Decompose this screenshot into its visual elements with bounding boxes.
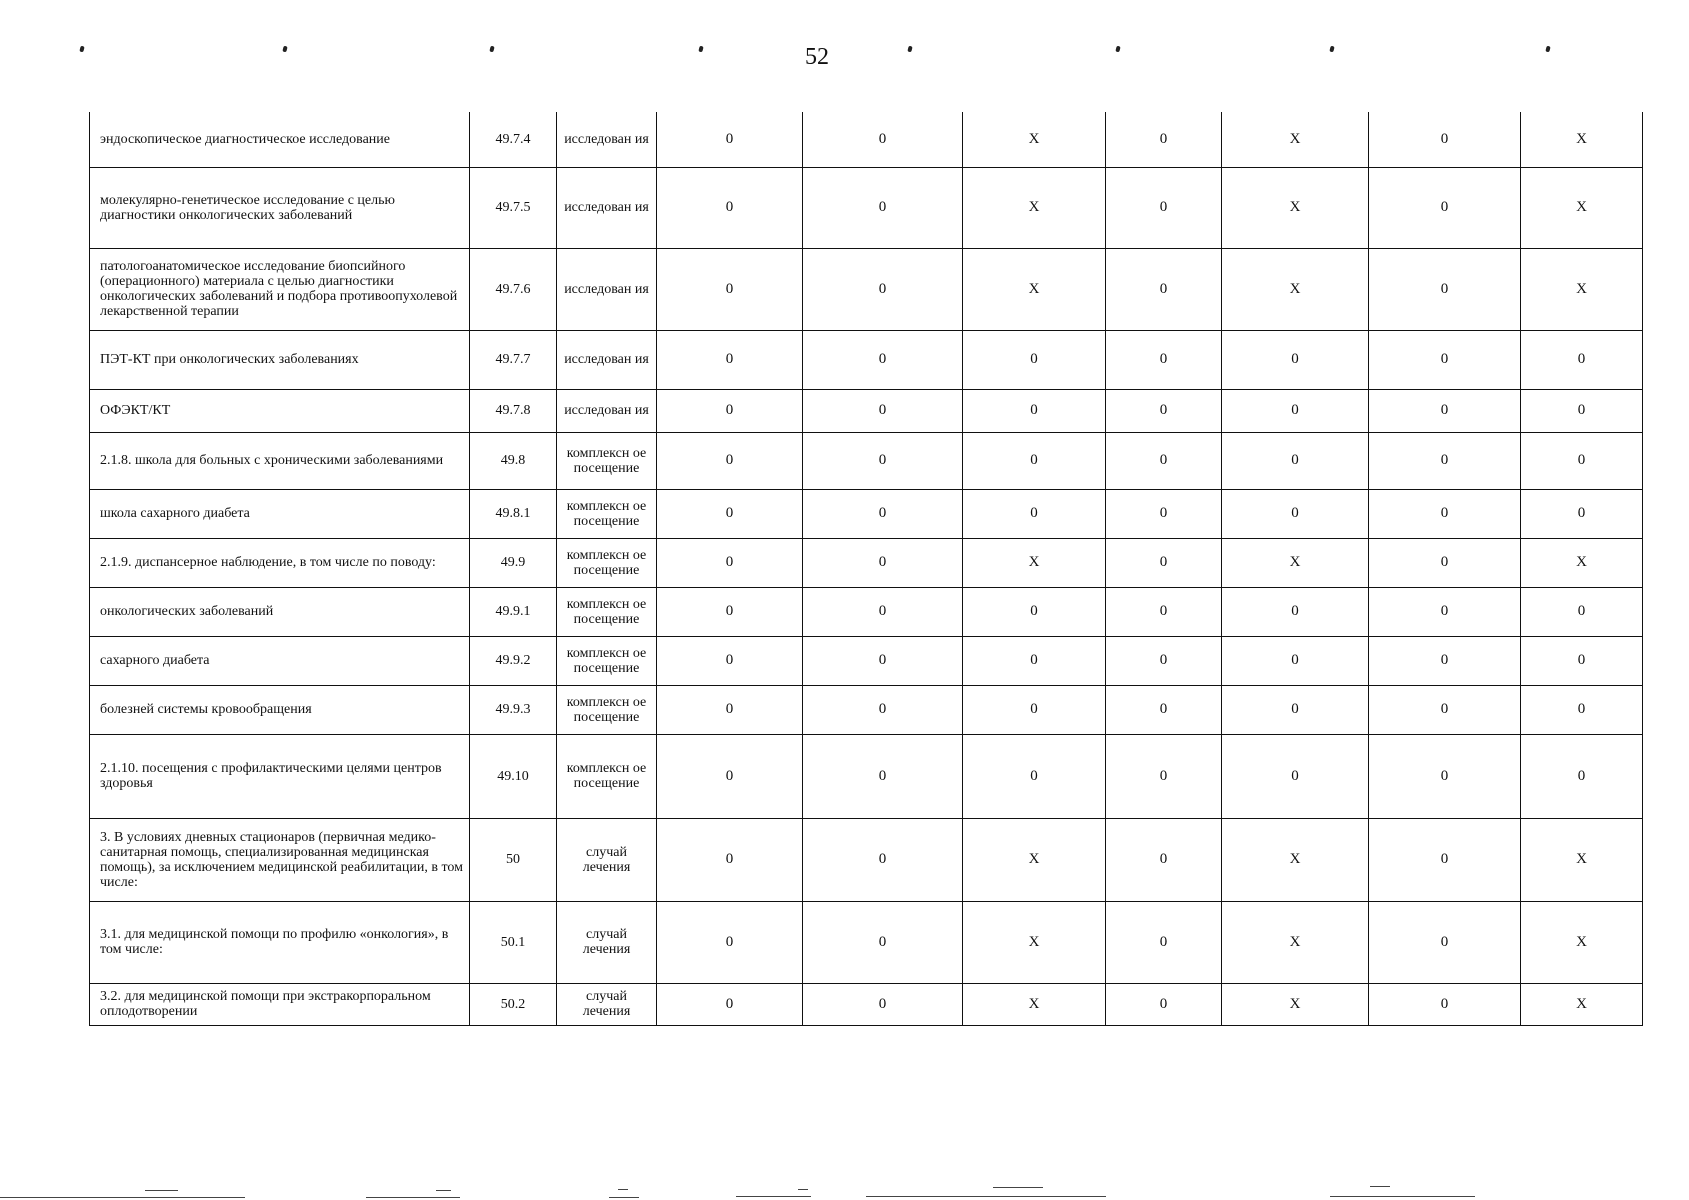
row-value-cell: X: [1521, 167, 1643, 248]
row-value-cell: 0: [657, 432, 803, 489]
row-value-cell: 0: [963, 587, 1106, 636]
row-value-cell: X: [963, 112, 1106, 167]
row-code-cell: 49.8: [470, 432, 557, 489]
table-row: [90, 112, 1643, 167]
row-value-cell: X: [1521, 538, 1643, 587]
table-row: [90, 167, 1643, 248]
scan-speck: [698, 46, 703, 53]
scan-artifact: [145, 1190, 178, 1191]
row-value-cell: 0: [1369, 818, 1521, 901]
row-value-cell: 0: [1222, 389, 1369, 432]
row-value-cell: 0: [803, 489, 963, 538]
row-value-cell: X: [963, 167, 1106, 248]
scan-speck: [1329, 46, 1334, 53]
row-value-cell: 0: [803, 901, 963, 983]
row-unit-cell: исследован ия: [557, 167, 657, 248]
scan-artifact: [798, 1189, 808, 1190]
row-name-cell: 3.1. для медицинской помощи по профилю «онкология», в том числе:: [90, 901, 470, 983]
row-value-cell: 0: [1369, 330, 1521, 389]
row-name-cell: патологоанатомическое исследование биопсийного (операционного) материала с целью диагностики онкологических заболеваний и подбора противоопухолевой лекарственной терапии: [90, 248, 470, 330]
scan-speck: [1115, 46, 1120, 53]
table-row: [90, 432, 1643, 489]
row-value-cell: 0: [1106, 636, 1222, 685]
row-value-cell: 0: [657, 330, 803, 389]
row-code-cell: 49.7.6: [470, 248, 557, 330]
row-value-cell: 0: [1369, 983, 1521, 1025]
row-value-cell: 0: [963, 734, 1106, 818]
scan-artifact: [0, 1197, 245, 1198]
row-name-cell: 2.1.8. школа для больных с хроническими заболеваниями: [90, 432, 470, 489]
row-value-cell: 0: [1106, 538, 1222, 587]
row-name-cell: 2.1.9. диспансерное наблюдение, в том числе по поводу:: [90, 538, 470, 587]
row-unit-cell: случай лечения: [557, 901, 657, 983]
row-unit-cell: комплексн ое посещение: [557, 685, 657, 734]
row-name-cell: сахарного диабета: [90, 636, 470, 685]
row-value-cell: 0: [1222, 489, 1369, 538]
row-unit-cell: комплексн ое посещение: [557, 636, 657, 685]
row-code-cell: 49.7.4: [470, 112, 557, 167]
scan-artifact: [366, 1197, 460, 1198]
row-value-cell: 0: [803, 330, 963, 389]
row-code-cell: 49.9.3: [470, 685, 557, 734]
scan-artifact: [618, 1189, 628, 1190]
row-value-cell: 0: [1106, 330, 1222, 389]
row-name-cell: молекулярно-генетическое исследование с целью диагностики онкологических заболеваний: [90, 167, 470, 248]
row-value-cell: 0: [1106, 901, 1222, 983]
row-value-cell: 0: [1369, 489, 1521, 538]
row-value-cell: X: [1222, 983, 1369, 1025]
row-unit-cell: комплексн ое посещение: [557, 734, 657, 818]
table-row: [90, 330, 1643, 389]
row-value-cell: 0: [803, 432, 963, 489]
row-value-cell: 0: [803, 389, 963, 432]
row-value-cell: X: [1222, 167, 1369, 248]
row-value-cell: 0: [1521, 330, 1643, 389]
scan-artifact: [1370, 1186, 1390, 1187]
scan-speck: [282, 46, 287, 53]
row-value-cell: 0: [1521, 489, 1643, 538]
row-value-cell: 0: [657, 818, 803, 901]
row-unit-cell: исследован ия: [557, 330, 657, 389]
row-value-cell: X: [1521, 248, 1643, 330]
row-value-cell: 0: [1106, 389, 1222, 432]
row-value-cell: 0: [1521, 685, 1643, 734]
row-unit-cell: случай лечения: [557, 983, 657, 1025]
row-value-cell: 0: [803, 587, 963, 636]
row-code-cell: 49.7.5: [470, 167, 557, 248]
page-number: 52: [805, 44, 829, 70]
scan-artifact: [993, 1187, 1043, 1188]
scan-artifact: [436, 1190, 451, 1191]
row-value-cell: X: [1521, 112, 1643, 167]
row-name-cell: онкологических заболеваний: [90, 587, 470, 636]
row-name-cell: 3. В условиях дневных стационаров (первичная медико-санитарная помощь, специализированная медицинская помощь), за исключением медицинской реабилитации, в том числе:: [90, 818, 470, 901]
row-value-cell: X: [963, 983, 1106, 1025]
row-unit-cell: комплексн ое посещение: [557, 587, 657, 636]
row-value-cell: 0: [1521, 432, 1643, 489]
row-value-cell: X: [1222, 818, 1369, 901]
row-value-cell: 0: [1106, 112, 1222, 167]
row-code-cell: 50: [470, 818, 557, 901]
data-table-container: [89, 112, 1643, 1026]
row-value-cell: 0: [1369, 167, 1521, 248]
row-value-cell: 0: [657, 587, 803, 636]
row-value-cell: 0: [1369, 389, 1521, 432]
scan-speck: [489, 46, 494, 53]
row-value-cell: 0: [803, 818, 963, 901]
table-row: [90, 685, 1643, 734]
row-code-cell: 49.10: [470, 734, 557, 818]
row-value-cell: 0: [1106, 734, 1222, 818]
row-value-cell: 0: [657, 538, 803, 587]
row-value-cell: 0: [963, 636, 1106, 685]
row-name-cell: болезней системы кровообращения: [90, 685, 470, 734]
row-value-cell: 0: [1369, 248, 1521, 330]
row-value-cell: 0: [1369, 636, 1521, 685]
row-value-cell: X: [1222, 538, 1369, 587]
row-value-cell: 0: [657, 983, 803, 1025]
row-unit-cell: комплексн ое посещение: [557, 538, 657, 587]
row-value-cell: 0: [1521, 636, 1643, 685]
row-value-cell: 0: [1222, 734, 1369, 818]
row-value-cell: X: [963, 901, 1106, 983]
row-name-cell: ОФЭКТ/КТ: [90, 389, 470, 432]
row-unit-cell: комплексн ое посещение: [557, 489, 657, 538]
row-code-cell: 49.9.1: [470, 587, 557, 636]
row-unit-cell: комплексн ое посещение: [557, 432, 657, 489]
table-row: [90, 818, 1643, 901]
row-value-cell: 0: [657, 636, 803, 685]
row-value-cell: 0: [1369, 538, 1521, 587]
table-row: [90, 248, 1643, 330]
row-value-cell: 0: [803, 636, 963, 685]
row-code-cell: 49.9: [470, 538, 557, 587]
row-value-cell: X: [1222, 112, 1369, 167]
row-value-cell: 0: [963, 685, 1106, 734]
row-value-cell: 0: [1521, 389, 1643, 432]
row-value-cell: 0: [803, 983, 963, 1025]
row-value-cell: 0: [1222, 636, 1369, 685]
row-value-cell: X: [963, 538, 1106, 587]
row-name-cell: ПЭТ-КТ при онкологических заболеваниях: [90, 330, 470, 389]
row-value-cell: 0: [1222, 685, 1369, 734]
row-code-cell: 49.9.2: [470, 636, 557, 685]
row-value-cell: 0: [803, 248, 963, 330]
row-value-cell: 0: [657, 389, 803, 432]
row-value-cell: 0: [1106, 489, 1222, 538]
row-value-cell: 0: [657, 167, 803, 248]
row-value-cell: X: [1222, 901, 1369, 983]
row-value-cell: 0: [1369, 901, 1521, 983]
table-row: [90, 734, 1643, 818]
table-row: [90, 901, 1643, 983]
row-value-cell: 0: [1222, 587, 1369, 636]
row-value-cell: 0: [1521, 734, 1643, 818]
scan-speck: [907, 46, 912, 53]
row-value-cell: 0: [1106, 587, 1222, 636]
row-unit-cell: исследован ия: [557, 248, 657, 330]
row-value-cell: 0: [1369, 685, 1521, 734]
row-value-cell: 0: [1106, 167, 1222, 248]
row-value-cell: 0: [1222, 432, 1369, 489]
row-code-cell: 49.8.1: [470, 489, 557, 538]
row-value-cell: 0: [1222, 330, 1369, 389]
scan-artifact: [736, 1196, 811, 1197]
row-value-cell: X: [1521, 901, 1643, 983]
scan-speck: [79, 46, 84, 53]
table-row: [90, 538, 1643, 587]
row-value-cell: 0: [1106, 983, 1222, 1025]
row-name-cell: 2.1.10. посещения с профилактическими целями центров здоровья: [90, 734, 470, 818]
table-row: [90, 636, 1643, 685]
scan-artifact: [866, 1196, 1106, 1197]
row-value-cell: X: [1222, 248, 1369, 330]
data-table: [89, 112, 1643, 1026]
row-name-cell: школа сахарного диабета: [90, 489, 470, 538]
row-value-cell: 0: [803, 112, 963, 167]
row-value-cell: 0: [1106, 685, 1222, 734]
scan-artifact: [609, 1197, 639, 1198]
row-name-cell: 3.2. для медицинской помощи при экстракорпоральном оплодотворении: [90, 983, 470, 1025]
row-value-cell: 0: [657, 489, 803, 538]
row-value-cell: 0: [803, 167, 963, 248]
row-value-cell: 0: [963, 389, 1106, 432]
scan-speck: [1545, 46, 1550, 53]
row-value-cell: X: [1521, 983, 1643, 1025]
row-value-cell: 0: [657, 901, 803, 983]
row-unit-cell: случай лечения: [557, 818, 657, 901]
row-value-cell: 0: [1106, 432, 1222, 489]
row-value-cell: X: [963, 248, 1106, 330]
row-unit-cell: исследован ия: [557, 112, 657, 167]
table-row: [90, 983, 1643, 1025]
row-code-cell: 50.1: [470, 901, 557, 983]
row-value-cell: 0: [963, 330, 1106, 389]
scan-artifact: [1330, 1196, 1475, 1197]
row-value-cell: 0: [1369, 734, 1521, 818]
row-value-cell: 0: [1106, 818, 1222, 901]
row-value-cell: X: [1521, 818, 1643, 901]
row-value-cell: 0: [963, 489, 1106, 538]
row-name-cell: эндоскопическое диагностическое исследование: [90, 112, 470, 167]
row-value-cell: 0: [803, 538, 963, 587]
row-value-cell: 0: [657, 112, 803, 167]
row-value-cell: 0: [657, 734, 803, 818]
row-value-cell: 0: [657, 685, 803, 734]
row-value-cell: 0: [963, 432, 1106, 489]
row-value-cell: 0: [1369, 587, 1521, 636]
row-value-cell: 0: [1521, 587, 1643, 636]
table-row: [90, 489, 1643, 538]
row-code-cell: 49.7.8: [470, 389, 557, 432]
row-value-cell: 0: [1369, 112, 1521, 167]
row-value-cell: 0: [1106, 248, 1222, 330]
row-value-cell: X: [963, 818, 1106, 901]
table-row: [90, 587, 1643, 636]
row-value-cell: 0: [803, 734, 963, 818]
table-row: [90, 389, 1643, 432]
row-value-cell: 0: [657, 248, 803, 330]
row-value-cell: 0: [803, 685, 963, 734]
row-code-cell: 49.7.7: [470, 330, 557, 389]
row-code-cell: 50.2: [470, 983, 557, 1025]
row-unit-cell: исследован ия: [557, 389, 657, 432]
row-value-cell: 0: [1369, 432, 1521, 489]
